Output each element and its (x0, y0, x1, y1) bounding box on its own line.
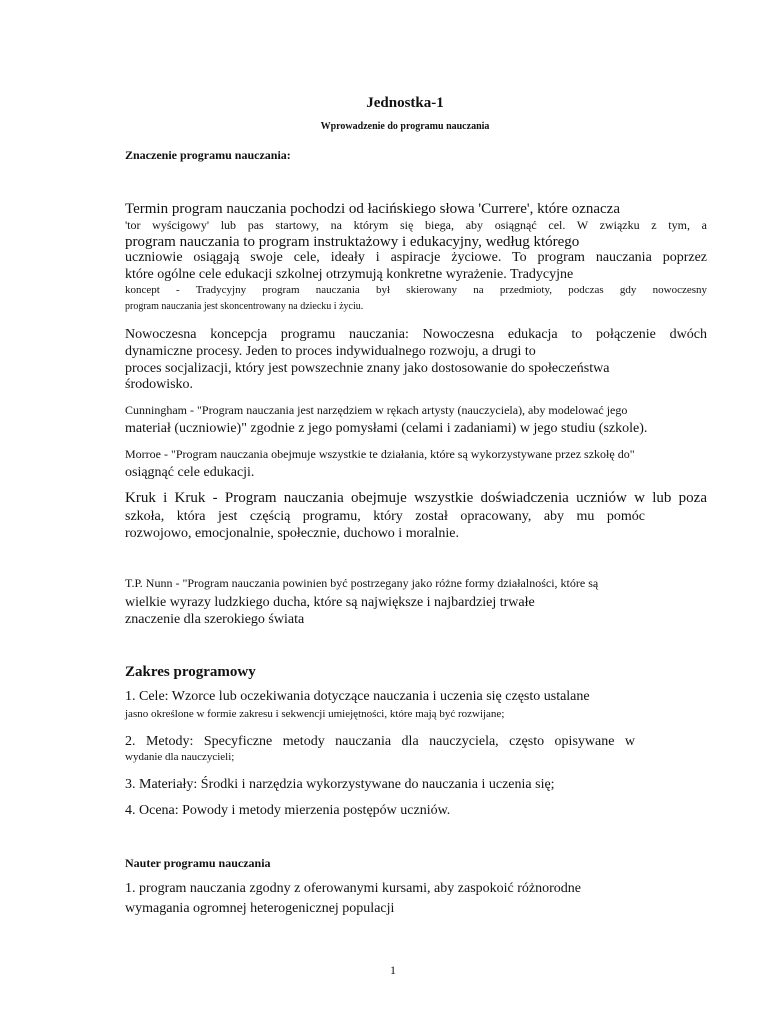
paragraph-line: dynamiczne procesy. Jeden to proces indywidualnego rozwoju, a drugi to (125, 344, 536, 359)
paragraph-line: program nauczania to program instruktażowy i edukacyjny, według którego (125, 234, 580, 250)
paragraph-line: Kruk i Kruk - Program nauczania obejmuje wszystkie doświadczenia uczniów w lub poza (125, 490, 707, 506)
paragraph-line: program nauczania jest skoncentrowany na dziecku i życiu. (125, 301, 364, 312)
paragraph-line: znaczenie dla szerokiego świata (125, 612, 305, 627)
page-number: 1 (390, 963, 396, 977)
paragraph-line: koncept - Tradycyjny program nauczania był skierowany na przedmioty, podczas gdy nowoczesny (125, 284, 707, 296)
list-item: wydanie dla nauczycieli; (125, 751, 235, 763)
list-item: wymagania ogromnej heterogenicznej populacji (125, 901, 395, 916)
section-heading: Zakres programowy (125, 664, 256, 680)
document-subtitle: Wprowadzenie do programu nauczania (320, 121, 490, 132)
paragraph-line: wielkie wyrazy ludzkiego ducha, które są największe i najbardziej trwałe (125, 595, 535, 610)
paragraph-line: Morroe - "Program nauczania obejmuje wszystkie te działania, które są wykorzystywane przez szkołę do" (125, 447, 635, 461)
document-title: Jednostka-1 (366, 95, 444, 111)
section-heading: Znaczenie programu nauczania: (125, 148, 291, 162)
paragraph-line: 'tor wyścigowy' lub pas startowy, na którym się biega, aby osiągnąć cel. W związku z tym, a (125, 218, 707, 232)
paragraph-line: uczniowie osiągają swoje cele, ideały i aspiracje życiowe. To program nauczania poprzez (125, 250, 707, 265)
paragraph-line: środowisko. (125, 377, 194, 392)
paragraph-line: Nowoczesna koncepcja programu nauczania: Nowoczesna edukacja to połączenie dwóch (125, 327, 707, 342)
section-heading: Nauter programu nauczania (125, 856, 271, 870)
paragraph-line: osiągnąć cele edukacji. (125, 465, 255, 480)
list-item: 1. program nauczania zgodny z oferowanymi kursami, aby zaspokoić różnorodne (125, 881, 582, 896)
paragraph-line: T.P. Nunn - "Program nauczania powinien być postrzegany jako różne formy działalności, które są (125, 576, 599, 590)
paragraph-line: rozwojowo, emocjonalnie, społecznie, duchowo i moralnie. (125, 526, 459, 541)
paragraph-line: Termin program nauczania pochodzi od łacińskiego słowa 'Currere', które oznacza (125, 201, 620, 217)
paragraph-line: szkoła, która jest częścią programu, który został opracowany, aby mu pomóc (125, 509, 645, 524)
paragraph-line: Cunningham - "Program nauczania jest narzędziem w rękach artysty (nauczyciela), aby modelować jego (125, 403, 628, 417)
list-item: jasno określone w formie zakresu i sekwencji umiejętności, które mają być rozwijane; (125, 708, 505, 720)
list-item: 2. Metody: Specyficzne metody nauczania dla nauczyciela, często opisywane w (125, 734, 635, 749)
list-item: 3. Materiały: Środki i narzędzia wykorzystywane do nauczania i uczenia się; (125, 777, 555, 792)
paragraph-line: które ogólne cele edukacji szkolnej otrzymują konkretne wyrażenie. Tradycyjne (125, 267, 574, 282)
list-item: 1. Cele: Wzorce lub oczekiwania dotyczące nauczania i uczenia się często ustalane (125, 689, 590, 704)
paragraph-line: proces socjalizacji, który jest powszechnie znany jako dostosowanie do społeczeństwa (125, 361, 610, 376)
list-item: 4. Ocena: Powody i metody mierzenia postępów uczniów. (125, 803, 451, 818)
paragraph-line: materiał (uczniowie)" zgodnie z jego pomysłami (celami i zadaniami) w jego studiu (szkole). (125, 421, 648, 436)
